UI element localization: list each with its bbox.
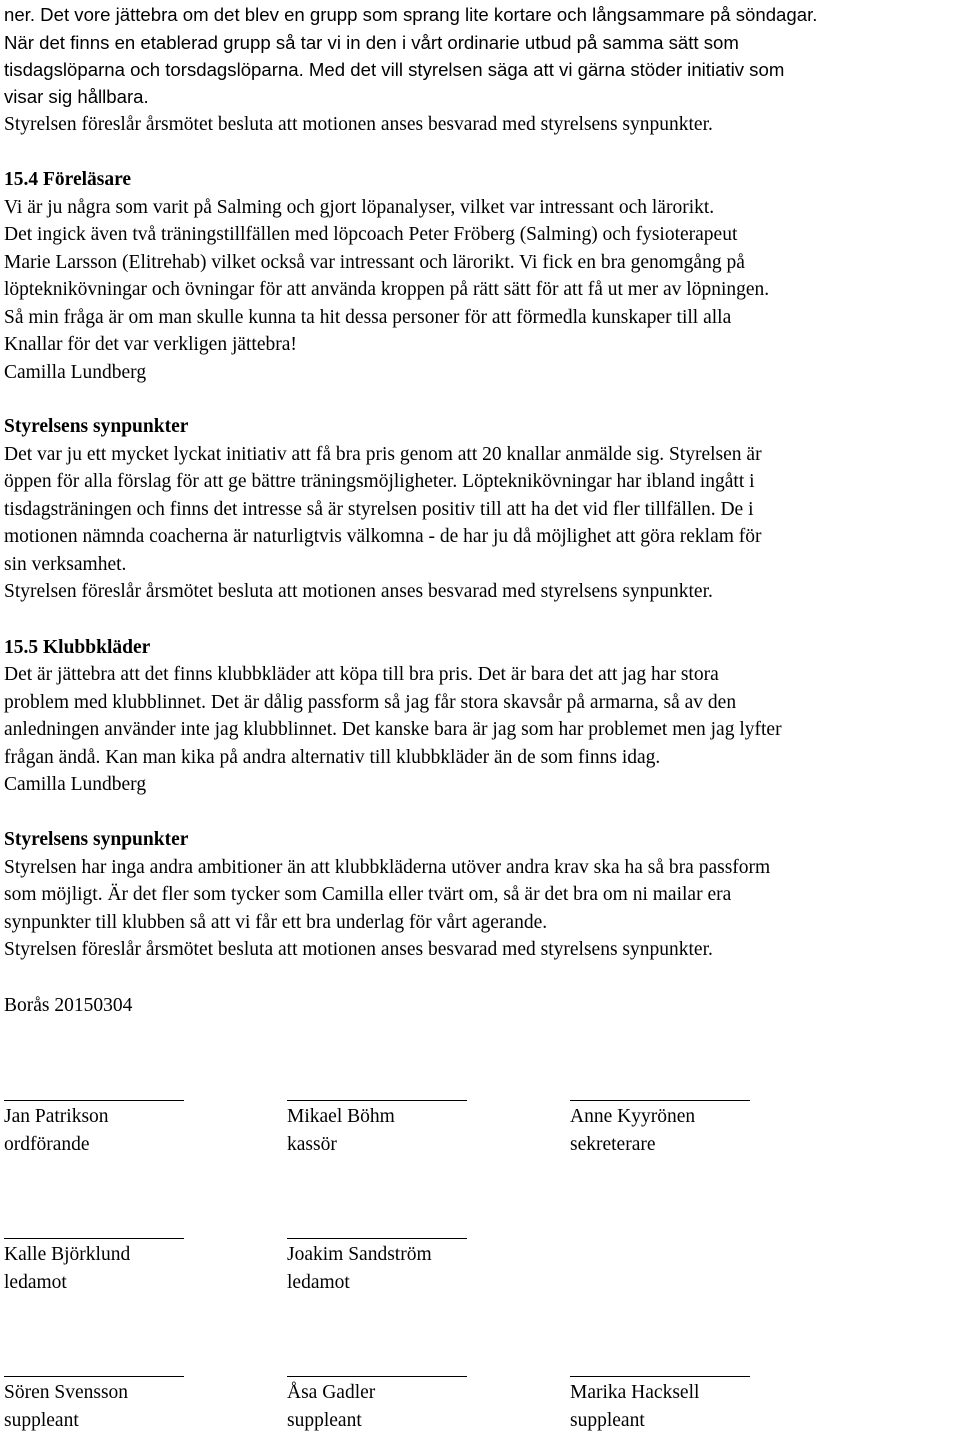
signatory-role: kassör — [287, 1134, 337, 1155]
reply-heading: Styrelsens synpunkter — [4, 416, 189, 437]
reply-line: motionen nämnda coacherna är naturligtvis välkomna - de har ju då möjlighet att göra reklam för — [4, 526, 762, 547]
reply-line: tisdagsträningen och finns det intresse så är styrelsen positiv till att ha det vid fler tillfällen. De i — [4, 499, 754, 520]
motion-line: löpteknikövningar och övningar för att använda kroppen på rätt sätt för att få ut mer av löpningen. — [4, 279, 770, 300]
reply-line: synpunkter till klubben så att vi får ett bra underlag för vårt agerande. — [4, 912, 548, 933]
signatory-name: Sören Svensson — [4, 1382, 129, 1403]
signatory-role: suppleant — [287, 1410, 362, 1431]
place-date: Borås 20150304 — [4, 995, 133, 1016]
board-proposal: Styrelsen föreslår årsmötet besluta att motionen anses besvarad med styrelsens synpunkter. — [4, 939, 713, 960]
signature-line — [287, 1100, 467, 1101]
signatory-name: Anne Kyyrönen — [570, 1106, 696, 1127]
reply-line: Det var ju ett mycket lyckat initiativ att få bra pris genom att 20 knallar anmälde sig. Styrelsen är — [4, 444, 762, 465]
signature-block — [287, 1100, 469, 1159]
reply-line: Styrelsen har inga andra ambitioner än att klubbkläderna utöver andra krav ska ha så bra passform — [4, 857, 771, 878]
intro-line: När det finns en etablerad grupp så tar vi in den i vårt ordinarie utbud på samma sätt som — [4, 32, 739, 53]
signature-block — [4, 1100, 186, 1159]
signature-line — [287, 1238, 467, 1239]
motion-line: Marie Larsson (Elitrehab) vilket också var intressant och lärorikt. Vi fick en bra genomgång på — [4, 252, 745, 273]
intro-line: visar sig hållbara. — [4, 86, 149, 107]
reply-heading: Styrelsens synpunkter — [4, 829, 189, 850]
reply-line: sin verksamhet. — [4, 554, 127, 575]
signatory-role: suppleant — [4, 1410, 79, 1431]
signature-block — [287, 1376, 469, 1435]
motion-author: Camilla Lundberg — [4, 774, 147, 795]
motion-line: anledningen använder inte jag klubblinnet. Det kanske bara är jag som har problemet men jag lyfter — [4, 719, 782, 740]
board-proposal: Styrelsen föreslår årsmötet besluta att motionen anses besvarad med styrelsens synpunkter. — [4, 114, 713, 135]
signatory-role: ordförande — [4, 1134, 90, 1155]
signatory-name: Marika Hacksell — [570, 1382, 700, 1403]
signature-line — [4, 1376, 184, 1377]
motion-line: Knallar för det var verkligen jättebra! — [4, 334, 297, 355]
signatory-name: Mikael Böhm — [287, 1106, 395, 1127]
signature-block — [4, 1238, 186, 1297]
signatory-name: Joakim Sandström — [287, 1244, 432, 1265]
intro-line: ner. Det vore jättebra om det blev en grupp som sprang lite kortare och långsammare på söndagar. — [4, 4, 818, 25]
signatory-role: sekreterare — [570, 1134, 656, 1155]
signature-block — [4, 1376, 186, 1435]
motion-line: Så min fråga är om man skulle kunna ta hit dessa personer för att förmedla kunskaper till alla — [4, 307, 732, 328]
signatory-role: ledamot — [287, 1272, 350, 1293]
signature-block — [570, 1100, 752, 1159]
signatory-role: suppleant — [570, 1410, 645, 1431]
signature-line — [570, 1376, 750, 1377]
section-heading-15-5: 15.5 Klubbkläder — [4, 637, 151, 658]
signatory-name: Jan Patrikson — [4, 1106, 109, 1127]
intro-line: tisdagslöparna och torsdagslöparna. Med det vill styrelsen säga att vi gärna stöder initiativ som — [4, 59, 785, 80]
motion-line: frågan ändå. Kan man kika på andra alternativ till klubbkläder än de som finns idag. — [4, 747, 661, 768]
signatory-role: ledamot — [4, 1272, 67, 1293]
signature-line — [4, 1238, 184, 1239]
motion-author: Camilla Lundberg — [4, 362, 147, 383]
motion-line: Vi är ju några som varit på Salming och gjort löpanalyser, vilket var intressant och lärorikt. — [4, 197, 715, 218]
signature-line — [570, 1100, 750, 1101]
reply-line: öppen för alla förslag för att ge bättre träningsmöjligheter. Löpteknikövningar har ibland ingått i — [4, 471, 755, 492]
motion-line: problem med klubblinnet. Det är dålig passform så jag får stora skavsår på armarna, så av den — [4, 692, 737, 713]
signature-line — [287, 1376, 467, 1377]
signature-block — [287, 1238, 469, 1297]
section-heading-15-4: 15.4 Föreläsare — [4, 169, 132, 190]
signature-line — [4, 1100, 184, 1101]
reply-line: som möjligt. Är det fler som tycker som Camilla eller tvärt om, så är det bra om ni mailar era — [4, 884, 732, 905]
motion-line: Det är jättebra att det finns klubbkläder att köpa till bra pris. Det är bara det att jag har stora — [4, 664, 719, 685]
signatory-name: Kalle Björklund — [4, 1244, 131, 1265]
signatory-name: Åsa Gadler — [287, 1382, 376, 1403]
motion-line: Det ingick även två träningstillfällen med löpcoach Peter Fröberg (Salming) och fysioterapeut — [4, 224, 738, 245]
board-proposal: Styrelsen föreslår årsmötet besluta att motionen anses besvarad med styrelsens synpunkter. — [4, 581, 713, 602]
signature-block — [570, 1376, 752, 1435]
